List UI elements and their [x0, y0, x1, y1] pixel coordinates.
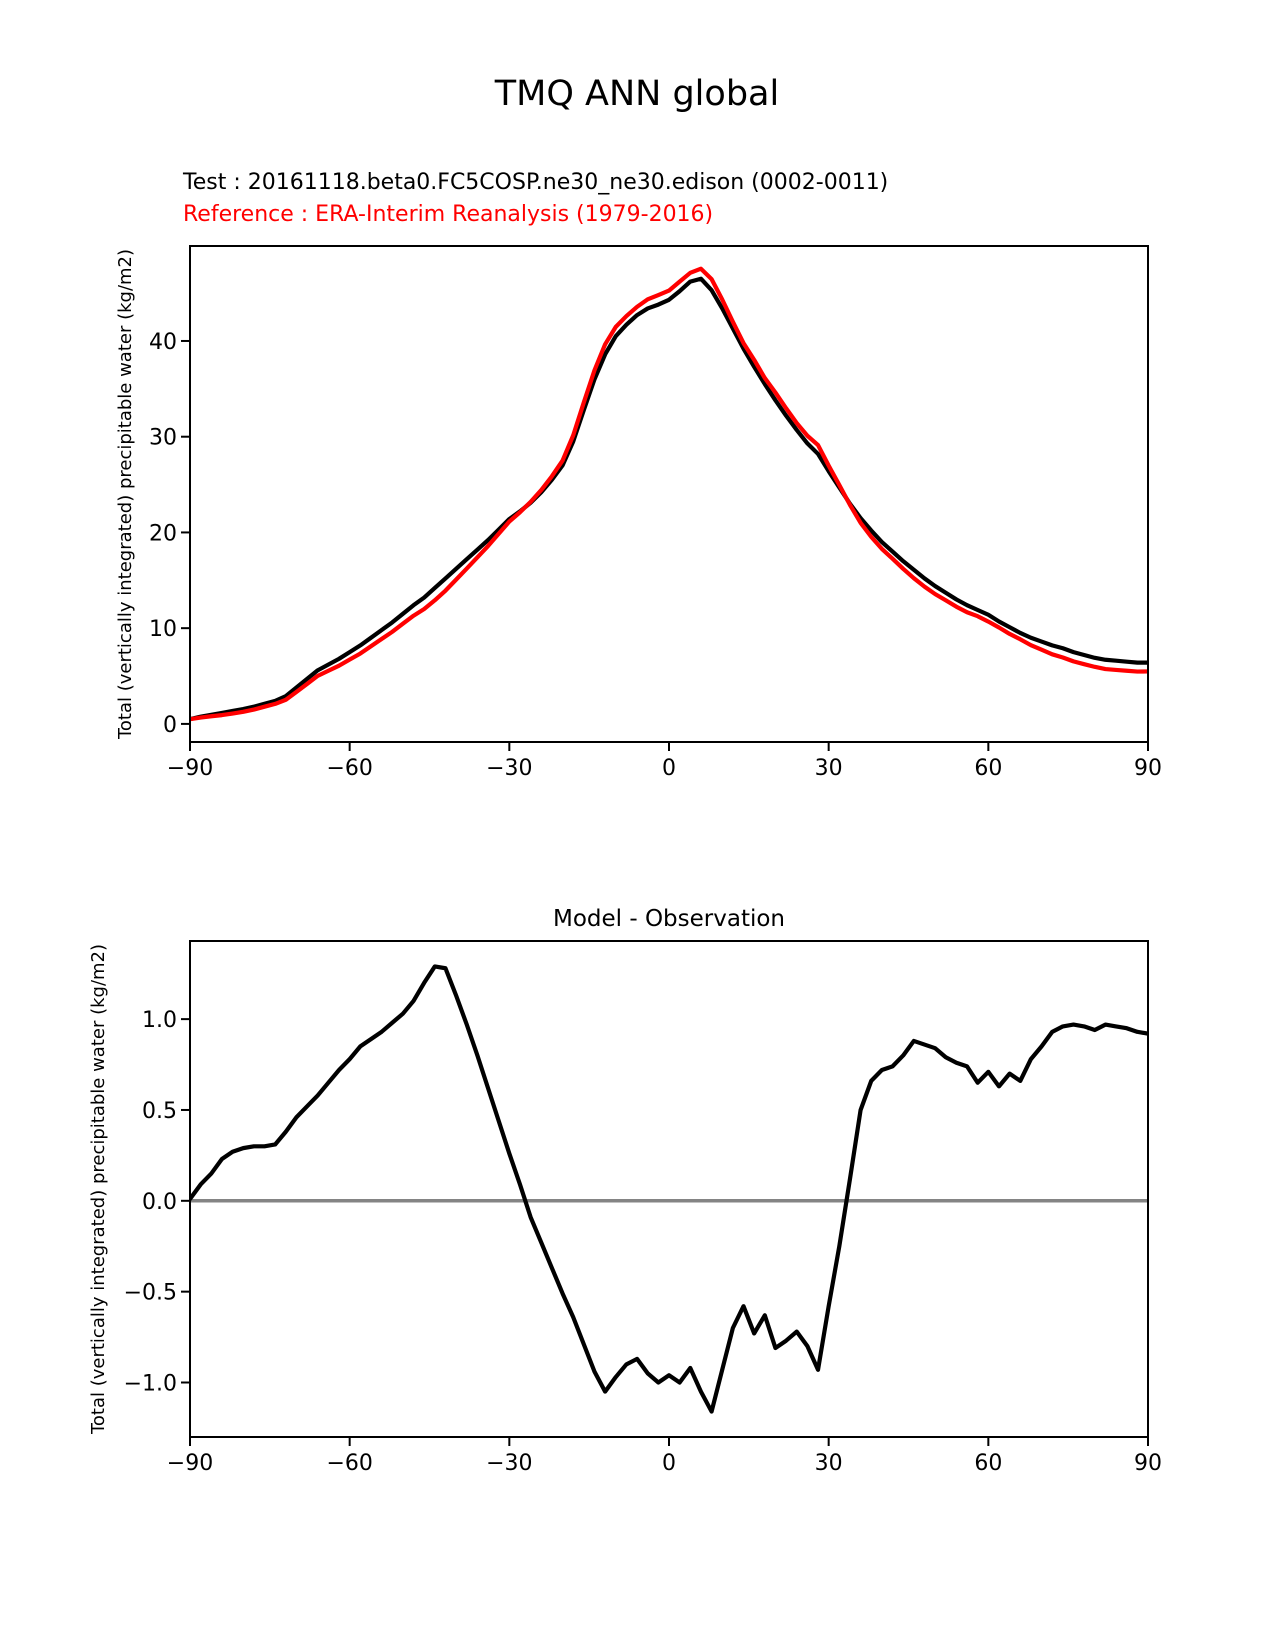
y-tick-label: 0.0: [142, 1189, 177, 1215]
reference-run-label: Reference : ERA-Interim Reanalysis (1979-2016): [183, 202, 714, 227]
x-tick-label: −90: [166, 756, 214, 781]
reference-curve: [190, 269, 1148, 720]
top-chart-ylabel: Total (vertically integrated) precipitable water (kg/m2): [115, 248, 136, 740]
x-tick-label: −60: [326, 756, 373, 781]
bottom-chart: [124, 941, 1162, 1476]
bottom-chart-ylabel: Total (vertically integrated) precipitable water (kg/m2): [88, 943, 109, 1435]
figure-title: TMQ ANN global: [494, 74, 780, 114]
x-tick-label: −30: [486, 756, 533, 781]
x-tick-label: 60: [974, 756, 1003, 781]
axis-ticks: [149, 330, 1162, 781]
y-tick-label: 0.5: [142, 1098, 177, 1124]
x-tick-label: −30: [486, 1451, 533, 1476]
y-tick-label: 0: [163, 712, 177, 738]
top-chart: [149, 246, 1162, 781]
x-tick-label: 0: [662, 1451, 676, 1476]
x-tick-label: 60: [974, 1451, 1003, 1476]
y-tick-label: 40: [149, 329, 177, 355]
x-tick-label: −90: [166, 1451, 214, 1476]
x-tick-label: −60: [326, 1451, 373, 1476]
model-observation-curve: [190, 966, 1148, 1411]
x-tick-label: 30: [814, 1451, 843, 1476]
y-tick-label: −0.5: [123, 1280, 177, 1306]
test-curve: [190, 279, 1148, 719]
x-tick-label: 90: [1134, 756, 1162, 781]
test-run-label: Test : 20161118.beta0.FC5COSP.ne30_ne30.edison (0002-0011): [183, 170, 889, 195]
axes-frame: [190, 941, 1148, 1437]
x-tick-label: 30: [814, 756, 843, 781]
y-tick-label: 20: [149, 521, 177, 547]
x-tick-label: 90: [1134, 1451, 1162, 1476]
bottom-chart-title: Model - Observation: [552, 906, 786, 932]
x-tick-label: 0: [662, 756, 676, 781]
y-tick-label: 1.0: [142, 1008, 177, 1034]
y-tick-label: 10: [149, 617, 177, 643]
y-tick-label: −1.0: [123, 1371, 177, 1397]
y-tick-label: 30: [149, 425, 177, 451]
